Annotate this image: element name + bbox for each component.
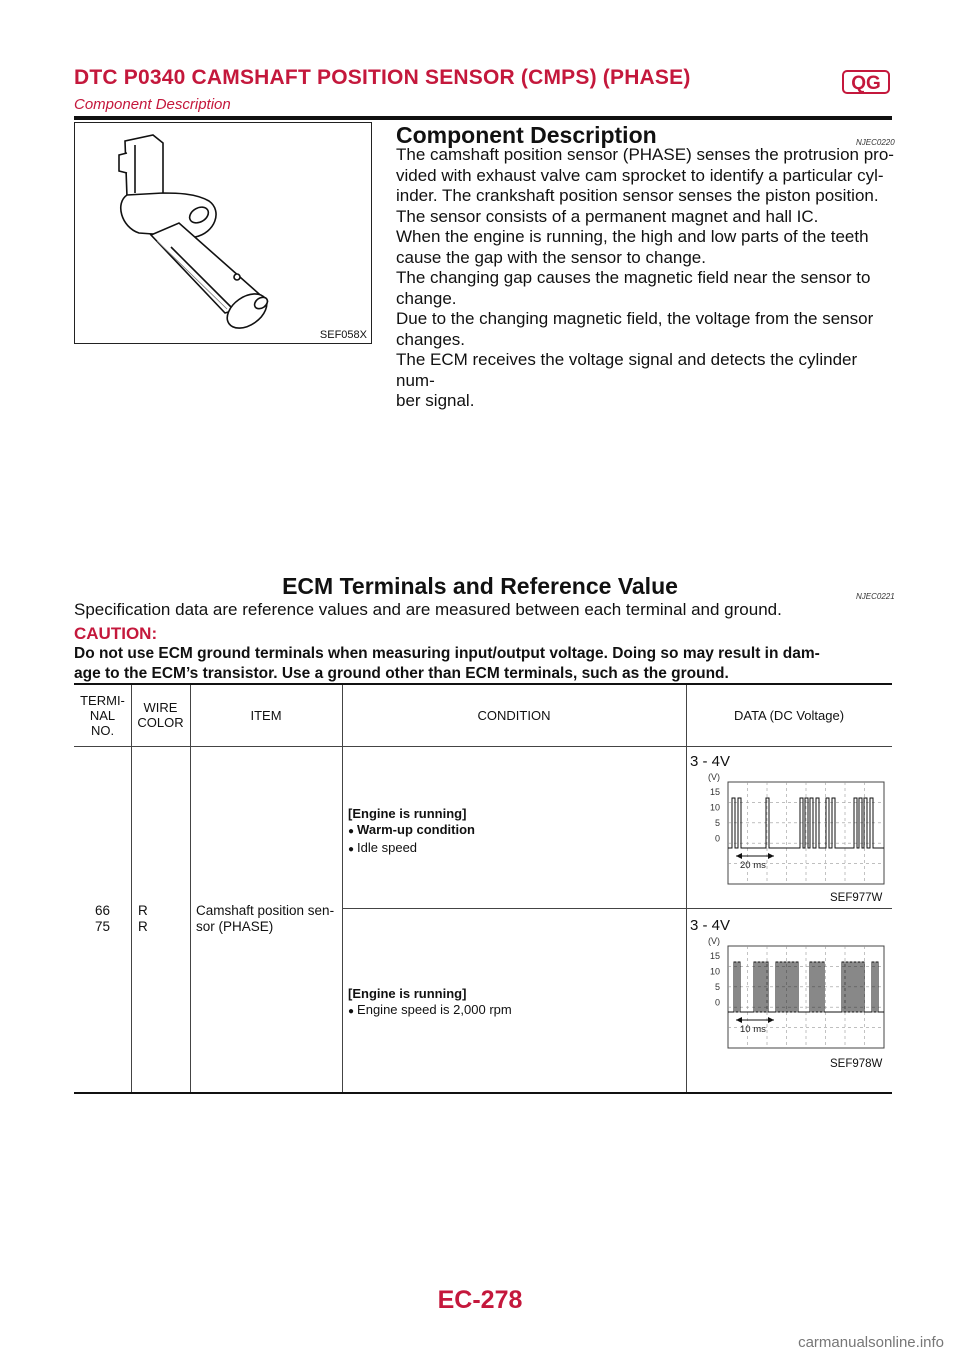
wire-color: R xyxy=(138,919,148,934)
data-value-1: 3 - 4V xyxy=(690,753,731,770)
wire-color: R xyxy=(138,903,148,918)
description-line: When the engine is running, the high and low parts of the teeth xyxy=(396,227,869,246)
scope-graph xyxy=(692,772,888,892)
timebase-label: 20 ms xyxy=(740,860,766,871)
page-subtitle: Component Description xyxy=(74,96,231,113)
condition-cell-2 xyxy=(348,986,680,1020)
terminal-numbers xyxy=(74,903,131,935)
ecm-section-heading: ECM Terminals and Reference Value xyxy=(282,573,678,599)
timebase-arrow xyxy=(768,1017,774,1023)
table-col-divider xyxy=(686,685,687,1092)
sensor-figure xyxy=(74,122,372,344)
scope-tick-label: 5 xyxy=(714,818,720,828)
header-text: NO. xyxy=(90,723,115,738)
header-text: COLOR xyxy=(137,715,184,730)
scope-tick-label: 5 xyxy=(714,982,720,992)
oscilloscope-trace-2 xyxy=(692,936,888,1056)
model-tag: QG xyxy=(842,70,890,94)
scope-graph xyxy=(692,936,888,1056)
scope-tick-label: 0 xyxy=(714,997,720,1008)
header-item: ITEM xyxy=(250,708,282,723)
description-line: Due to the changing magnetic field, the voltage from the sensor xyxy=(396,309,874,328)
camshaft-sensor-illustration xyxy=(75,123,371,343)
caution-text xyxy=(74,644,892,683)
table-row-divider xyxy=(342,908,892,909)
table-col-divider xyxy=(342,685,343,1092)
table-top-rule xyxy=(74,683,892,685)
table-bottom-rule xyxy=(74,1092,892,1094)
header-wire-color xyxy=(131,700,190,730)
scope-tick-label: 10 xyxy=(709,966,720,977)
condition-item: Engine speed is 2,000 rpm xyxy=(357,1002,512,1017)
scope-unit-label: (V) xyxy=(708,936,720,946)
data-value-2: 3 - 4V xyxy=(690,917,731,934)
component-description-text xyxy=(396,145,896,412)
timebase-arrow xyxy=(736,853,742,859)
caution-heading: CAUTION: xyxy=(74,624,158,643)
description-line: ber signal. xyxy=(396,391,475,410)
description-line: change. xyxy=(396,288,457,308)
scope-tick-label: 0 xyxy=(714,833,720,844)
header-data: DATA (DC Voltage) xyxy=(733,708,845,723)
bullet-icon: ● xyxy=(348,826,355,837)
header-text: WIRE xyxy=(143,700,178,715)
scope-tick-label: 15 xyxy=(709,951,720,961)
watermark: carmanualsonline.info xyxy=(798,1334,944,1351)
table-col-divider xyxy=(190,685,191,1092)
figure-caption: SEF058X xyxy=(319,329,367,341)
timebase-arrow xyxy=(768,853,774,859)
description-line: changes. xyxy=(396,329,465,349)
condition-heading: [Engine is running] xyxy=(348,986,467,1001)
description-line: vided with exhaust valve cam sprocket to identify a particular cyl- xyxy=(396,165,884,185)
terminal-number: 66 xyxy=(94,903,111,918)
ecm-section-ref: NJEC0221 xyxy=(856,592,895,601)
condition-item: Warm-up condition xyxy=(357,822,475,837)
table-header-rule xyxy=(74,746,892,747)
item-text: sor (PHASE) xyxy=(196,919,274,934)
scope-caption-1: SEF977W xyxy=(830,892,883,904)
wire-colors xyxy=(138,903,148,935)
item-text: Camshaft position sen- xyxy=(196,903,335,918)
header-text: NAL xyxy=(89,708,116,723)
description-line: inder. The crankshaft position sensor senses the piston position. xyxy=(396,186,879,205)
condition-cell-1 xyxy=(348,806,680,858)
component-description-heading: Component Description xyxy=(396,122,657,148)
description-line: The camshaft position sensor (PHASE) senses the protrusion pro- xyxy=(396,145,894,164)
caution-line: Do not use ECM ground terminals when measuring input/output voltage. Doing so may result in dam- xyxy=(74,645,820,662)
scope-tick-label: 15 xyxy=(709,787,720,797)
condition-item: Idle speed xyxy=(357,840,418,855)
component-description-ref: NJEC0220 xyxy=(856,138,895,147)
page-number: EC-278 xyxy=(437,1286,523,1314)
header-rule xyxy=(74,116,892,120)
bullet-icon: ● xyxy=(348,1006,355,1017)
description-line: The ECM receives the voltage signal and detects the cylinder num- xyxy=(396,350,858,390)
condition-heading: [Engine is running] xyxy=(348,806,467,821)
caution-line: age to the ECM’s transistor. Use a ground other than ECM terminals, such as the ground. xyxy=(74,664,729,682)
oscilloscope-trace-1 xyxy=(692,772,888,892)
scope-caption-2: SEF978W xyxy=(830,1058,883,1070)
item-cell xyxy=(196,903,340,935)
page-title: DTC P0340 CAMSHAFT POSITION SENSOR (CMPS) (PHASE) xyxy=(74,66,691,89)
bullet-icon: ● xyxy=(348,844,355,855)
header-text: TERMI- xyxy=(80,693,125,708)
scope-unit-label: (V) xyxy=(708,772,720,782)
header-condition: CONDITION xyxy=(477,708,551,723)
scope-tick-label: 10 xyxy=(709,802,720,813)
terminal-number: 75 xyxy=(94,919,111,934)
timebase-arrow xyxy=(736,1017,742,1023)
table-col-divider xyxy=(131,685,132,1092)
header-terminal-no xyxy=(74,693,131,738)
ecm-intro: Specification data are reference values and are measured between each terminal and ground. xyxy=(74,600,782,619)
description-line: cause the gap with the sensor to change. xyxy=(396,247,706,267)
description-line: The sensor consists of a permanent magnet and hall IC. xyxy=(396,206,819,226)
timebase-label: 10 ms xyxy=(740,1024,766,1035)
description-line: The changing gap causes the magnetic field near the sensor to xyxy=(396,268,871,287)
